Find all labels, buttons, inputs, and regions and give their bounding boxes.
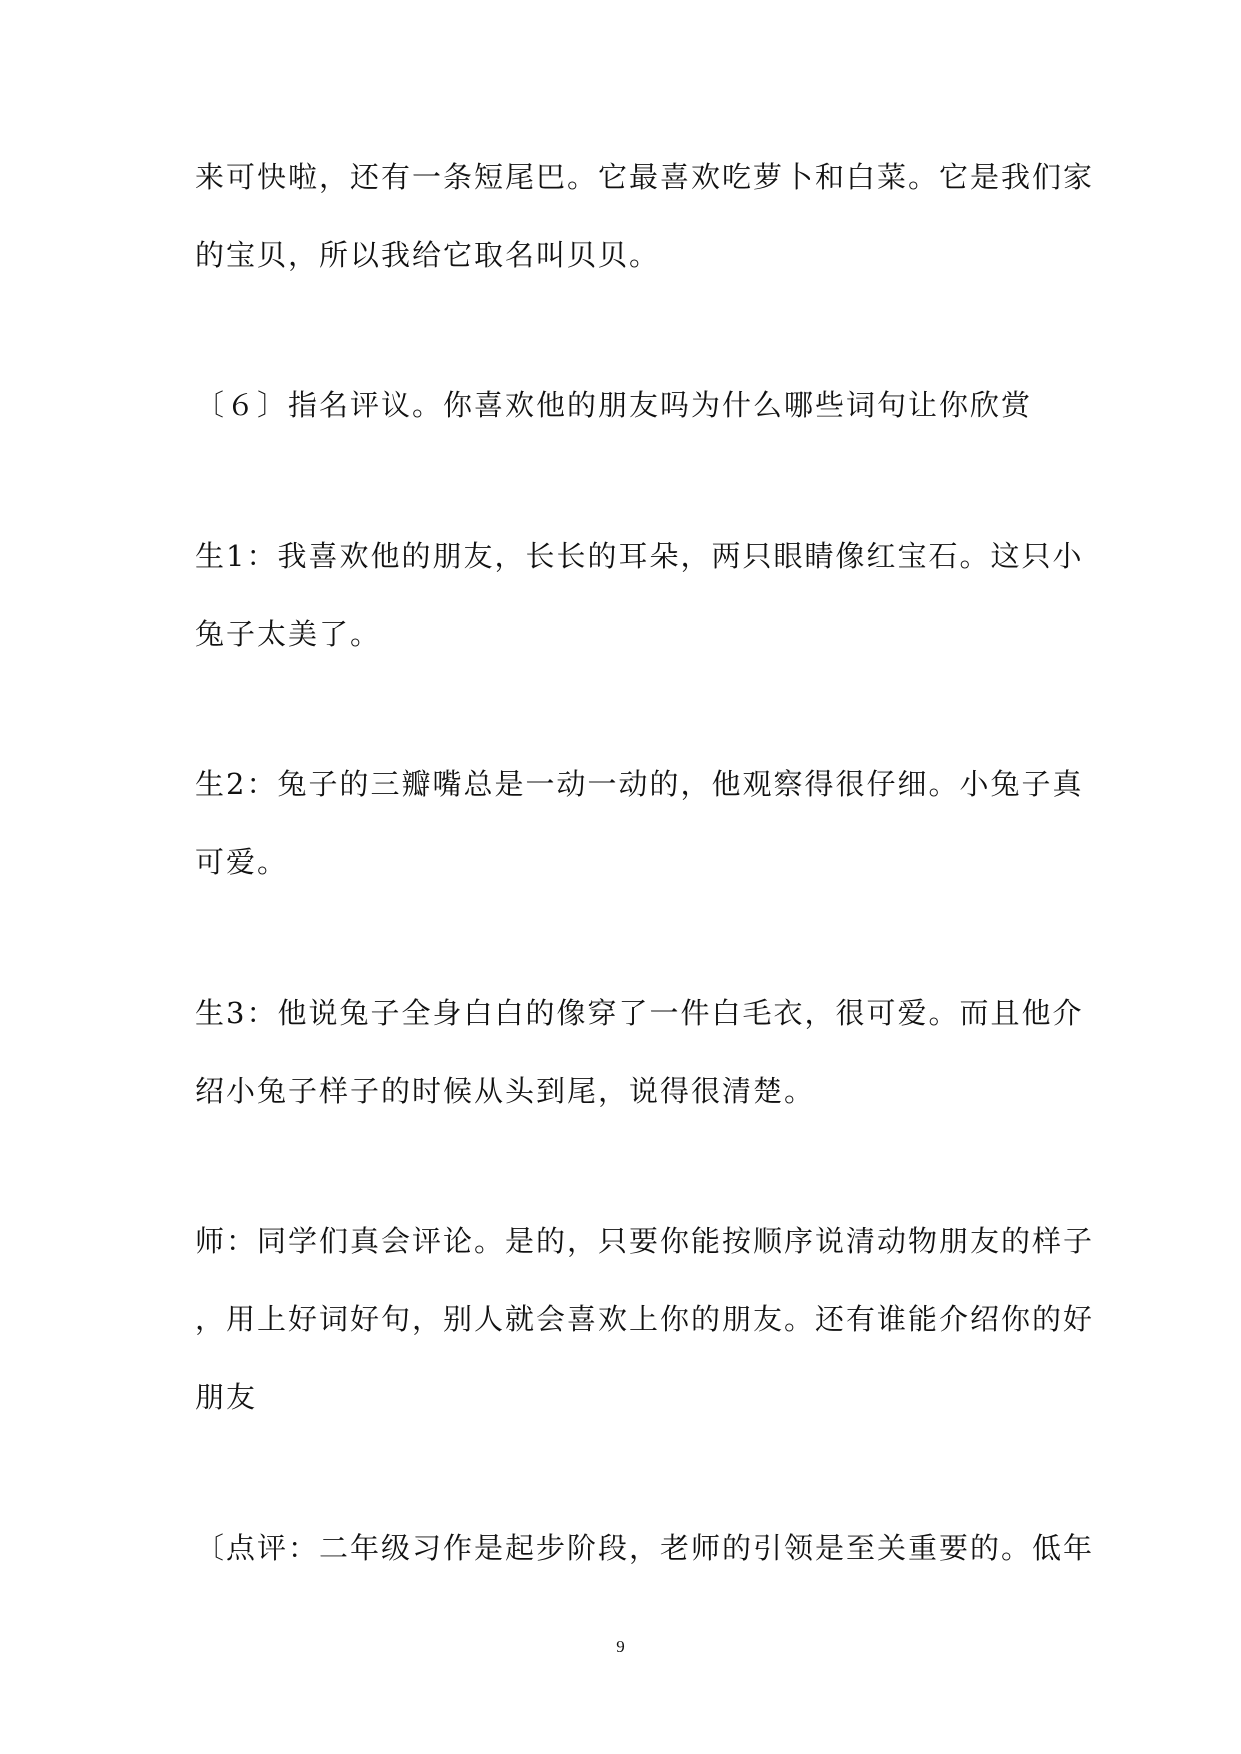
text-line: 师：同学们真会评论。是的，只要你能按顺序说清动物朋友的样子 xyxy=(195,1224,1095,1258)
text-line: 的宝贝，所以我给它取名叫贝贝。 xyxy=(195,238,661,272)
text-line: 生1：我喜欢他的朋友，长长的耳朵，两只眼睛像红宝石。这只小 xyxy=(195,539,1084,573)
text-line: 生2：兔子的三瓣嘴总是一动一动的，他观察得很仔细。小兔子真 xyxy=(195,767,1084,801)
text-line: 朋友 xyxy=(195,1380,258,1414)
text-line: 可爱。 xyxy=(195,845,289,879)
text-line: 〔点评：二年级习作是起步阶段，老师的引领是至关重要的。低年 xyxy=(195,1531,1095,1565)
page-number: 9 xyxy=(616,1637,625,1656)
text-line: 〔６〕指名评议。你喜欢他的朋友吗为什么哪些词句让你欣赏 xyxy=(195,388,1033,422)
text-line: 来可快啦，还有一条短尾巴。它最喜欢吃萝卜和白菜。它是我们家 xyxy=(195,160,1095,194)
text-line: 绍小兔子样子的时候从头到尾，说得很清楚。 xyxy=(195,1074,816,1108)
text-line: 兔子太美了。 xyxy=(195,617,382,651)
text-line: 生3：他说兔子全身白白的像穿了一件白毛衣，很可爱。而且他介 xyxy=(195,996,1084,1030)
text-line: ，用上好词好句，别人就会喜欢上你的朋友。还有谁能介绍你的好 xyxy=(195,1302,1095,1336)
